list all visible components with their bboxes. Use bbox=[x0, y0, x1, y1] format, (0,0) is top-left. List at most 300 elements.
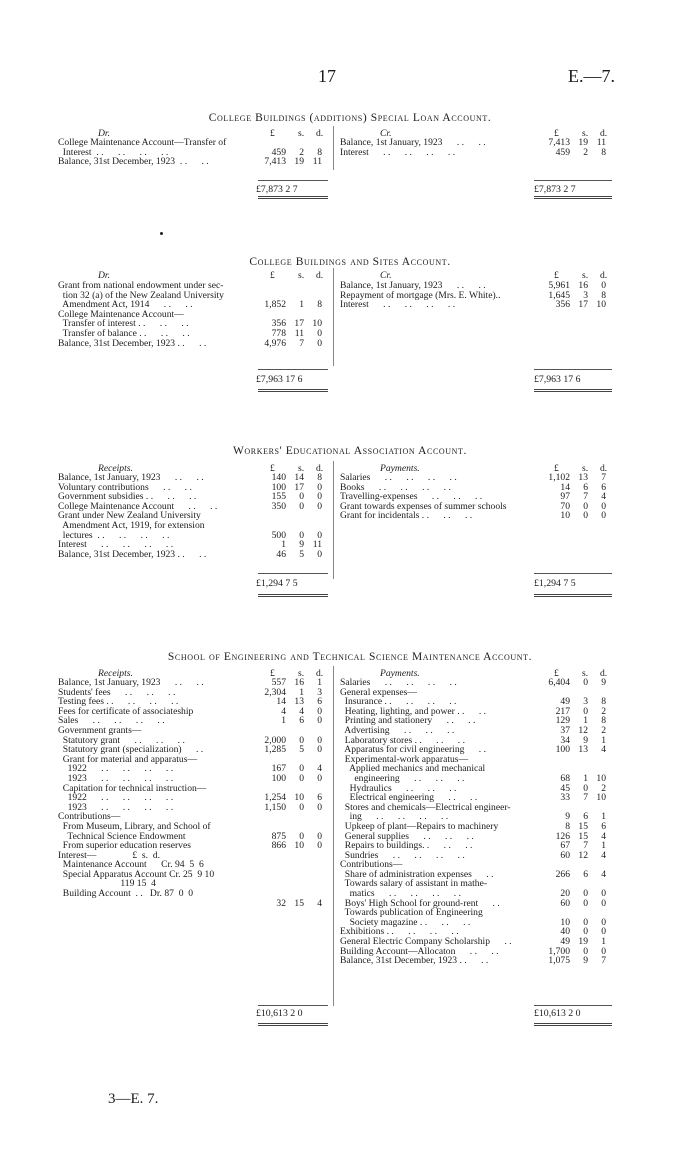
pounds-value: 60 bbox=[560, 849, 570, 861]
ledger-item-text: Balance, 1st January, 1923 . . . . bbox=[340, 137, 486, 148]
total-rule bbox=[258, 369, 328, 370]
ledger-item-text: Interest . . . . . . . . bbox=[340, 146, 456, 158]
left-total: £10,613 2 0 bbox=[256, 1008, 303, 1019]
ledger-item-text: Grant for material and apparatus— bbox=[58, 753, 198, 765]
pounds-value: 1 bbox=[281, 539, 286, 551]
total-rule bbox=[534, 180, 612, 181]
pounds-value: 1,254 bbox=[264, 792, 286, 804]
pence-value: 1 bbox=[601, 936, 606, 948]
pounds-value: 97 bbox=[560, 491, 570, 503]
ledger-item-text: Electrical engineering . . . . bbox=[340, 792, 478, 804]
shillings-value: 12 bbox=[578, 724, 588, 736]
pence-value: 8 bbox=[317, 299, 322, 311]
ledger-item-text: Stores and chemicals—Electrical engineer- bbox=[340, 801, 511, 813]
ledger-item-text: 1923 . . . . . . . . bbox=[58, 772, 174, 784]
pound-column-header: £ bbox=[554, 463, 559, 474]
ledger-item-text: Balance, 1st January, 1923 . . . . bbox=[340, 280, 486, 291]
ledger-item-text: Advertising . . . . . . bbox=[340, 724, 455, 736]
pounds-value: 37 bbox=[560, 724, 570, 736]
pounds-value: 8 bbox=[565, 820, 570, 832]
ledger-item-text: 1923 . . . . . . . . bbox=[58, 801, 174, 813]
ledger-item-text: Grant towards expenses of summer schools bbox=[340, 500, 507, 512]
pence-value: 0 bbox=[317, 801, 322, 813]
pounds-value: 70 bbox=[560, 500, 570, 512]
ledger-item-text: Salaries . . . . . . . . bbox=[340, 472, 457, 483]
shillings-value: 9 bbox=[583, 955, 588, 967]
pounds-value: 14 bbox=[560, 481, 570, 493]
column-divider bbox=[333, 126, 334, 170]
pound-column-header: £ bbox=[270, 270, 275, 281]
account-title: Workers' Educational Association Account. bbox=[232, 445, 468, 457]
shillings-value: 19 bbox=[578, 137, 588, 148]
ledger-item-text: Contributions— bbox=[58, 811, 121, 823]
ledger-item-text: Balance, 1st January, 1923 . . . . bbox=[58, 472, 204, 483]
shilling-column-header: s. bbox=[582, 270, 589, 281]
ledger-item-text: Printing and stationery . . . . bbox=[340, 715, 476, 727]
ledger-item-text: Towards publication of Engineering bbox=[340, 907, 483, 919]
pence-column-header: d. bbox=[316, 128, 324, 139]
ledger-item-text: 1922 . . . . . . . . bbox=[58, 792, 174, 804]
column-divider bbox=[333, 268, 334, 366]
shillings-value: 7 bbox=[583, 792, 588, 804]
pence-value: 1 bbox=[317, 677, 322, 688]
shillings-value: 13 bbox=[578, 744, 588, 756]
left-side-header: Receipts. bbox=[98, 668, 133, 679]
ledger-item-text: Grant from national endowment under sec- bbox=[58, 280, 224, 291]
pence-column-header: d. bbox=[316, 668, 324, 679]
left-side-header: Dr. bbox=[98, 270, 110, 281]
shilling-column-header: s. bbox=[298, 463, 305, 474]
pounds-value: 350 bbox=[271, 500, 286, 512]
pence-value: 6 bbox=[317, 696, 322, 708]
pounds-value: 7,413 bbox=[548, 137, 570, 148]
shillings-value: 0 bbox=[299, 491, 304, 503]
ledger-item-text: engineering . . . . . . bbox=[340, 772, 465, 784]
shillings-value: 0 bbox=[583, 945, 588, 957]
shillings-value: 4 bbox=[299, 705, 304, 717]
shillings-value: 14 bbox=[294, 472, 304, 483]
left-account-column bbox=[58, 678, 328, 908]
ledger-row bbox=[340, 148, 612, 158]
pounds-value: 9 bbox=[565, 811, 570, 823]
shillings-value: 13 bbox=[578, 472, 588, 483]
ledger-item-text: 119 15 4 bbox=[58, 878, 156, 890]
shilling-column-header: s. bbox=[298, 128, 305, 139]
ledger-item-text: Balance, 31st December, 1923 . . . . bbox=[58, 548, 207, 560]
pounds-value: 60 bbox=[560, 897, 570, 909]
pence-value: 10 bbox=[596, 299, 606, 311]
ledger-row bbox=[58, 550, 328, 560]
total-rule bbox=[258, 180, 328, 181]
ledger-item-text: matics . . . . . . . . bbox=[340, 888, 461, 900]
total-double-rule bbox=[534, 196, 612, 199]
shillings-value: 0 bbox=[299, 529, 304, 541]
shillings-value: 17 bbox=[294, 481, 304, 493]
pence-column-header: d. bbox=[316, 463, 324, 474]
ledger-item-text: Technical Science Endowment bbox=[58, 830, 186, 842]
ledger-row bbox=[58, 899, 328, 909]
pence-column-header: d. bbox=[600, 463, 608, 474]
shillings-value: 0 bbox=[299, 830, 304, 842]
ledger-row bbox=[340, 956, 612, 966]
ledger-item-text: General Electric Company Scholarship . . bbox=[340, 936, 512, 948]
ledger-item-text: College Maintenance Account . . . . bbox=[58, 500, 218, 512]
right-side-header: Payments. bbox=[380, 463, 420, 474]
pence-value: 0 bbox=[601, 510, 606, 522]
ledger-item-text: General supplies . . . . . . bbox=[340, 830, 474, 842]
total-double-rule bbox=[258, 389, 328, 392]
right-total: £7,963 17 6 bbox=[534, 374, 581, 385]
ledger-row bbox=[340, 300, 612, 310]
pound-column-header: £ bbox=[270, 128, 275, 139]
pence-column-header: d. bbox=[600, 270, 608, 281]
pounds-value: 266 bbox=[555, 868, 570, 880]
ledger-item-text: From superior education reserves bbox=[58, 840, 191, 852]
ledger-item-text: Laboratory stores . . . . . . bbox=[340, 734, 465, 746]
pounds-value: 10 bbox=[560, 510, 570, 522]
shillings-value: 2 bbox=[583, 146, 588, 158]
pounds-value: 7,413 bbox=[264, 156, 286, 168]
shillings-value: 15 bbox=[578, 830, 588, 842]
shilling-column-header: s. bbox=[582, 668, 589, 679]
pounds-value: 500 bbox=[271, 529, 286, 541]
page-footer: 3—E. 7. bbox=[108, 1091, 159, 1107]
shillings-value: 6 bbox=[299, 715, 304, 727]
right-side-header: Cr. bbox=[380, 270, 392, 281]
pence-value: 10 bbox=[596, 772, 606, 784]
shillings-value: 15 bbox=[578, 820, 588, 832]
account-title: School of Engineering and Technical Science Maintenance Account. bbox=[167, 651, 533, 663]
right-total: £10,613 2 0 bbox=[534, 1008, 581, 1019]
right-account-column bbox=[340, 138, 612, 157]
pounds-value: 1,102 bbox=[548, 472, 570, 483]
pounds-value: 100 bbox=[271, 772, 286, 784]
shillings-value: 0 bbox=[583, 916, 588, 928]
shillings-value: 10 bbox=[294, 792, 304, 804]
shillings-value: 0 bbox=[299, 500, 304, 512]
column-divider bbox=[333, 461, 334, 579]
ledger-item-text: Towards salary of assistant in mathe- bbox=[340, 878, 488, 890]
column-divider bbox=[333, 666, 334, 1006]
shilling-column-header: s. bbox=[298, 270, 305, 281]
total-double-rule bbox=[534, 594, 612, 597]
ledger-item-text: Government subsidies . . . . . . bbox=[58, 491, 197, 503]
shillings-value: 0 bbox=[583, 677, 588, 688]
right-account-column bbox=[340, 281, 612, 310]
shillings-value: 0 bbox=[583, 500, 588, 512]
right-account-column bbox=[340, 678, 612, 966]
shillings-value: 15 bbox=[294, 897, 304, 909]
ledger-item-text: Capitation for technical instruction— bbox=[58, 782, 207, 794]
pounds-value: 217 bbox=[555, 705, 570, 717]
shillings-value: 7 bbox=[583, 491, 588, 503]
pounds-value: 1 bbox=[281, 715, 286, 727]
shillings-value: 17 bbox=[578, 299, 588, 311]
pence-value: 0 bbox=[317, 830, 322, 842]
ledger-item-text: Interest— £ s. d. bbox=[58, 849, 161, 861]
left-side-header: Dr. bbox=[98, 128, 110, 139]
ledger-item-text: Voluntary contributions . . . . bbox=[58, 481, 192, 493]
account-title: College Buildings (additions) Special Loan Account. bbox=[208, 112, 492, 124]
pound-column-header: £ bbox=[554, 128, 559, 139]
pounds-value: 2,000 bbox=[264, 734, 286, 746]
left-side-header: Receipts. bbox=[98, 463, 133, 474]
ledger-item-text: Applied mechanics and mechanical bbox=[340, 763, 486, 775]
ledger-item-text: College Maintenance Account—Transfer of bbox=[58, 137, 227, 148]
pounds-value: 2,304 bbox=[264, 686, 286, 698]
document-reference: E.—7. bbox=[568, 66, 615, 86]
pounds-value: 100 bbox=[555, 744, 570, 756]
ledger-item-text: Students' fees . . . . . . bbox=[58, 686, 176, 698]
pence-value: 1 bbox=[601, 840, 606, 852]
shillings-value: 0 bbox=[583, 705, 588, 717]
pounds-value: 49 bbox=[560, 696, 570, 708]
pence-value: 7 bbox=[601, 472, 606, 483]
shillings-value: 7 bbox=[299, 337, 304, 349]
shillings-value: 1 bbox=[299, 299, 304, 311]
pounds-value: 40 bbox=[560, 926, 570, 938]
left-account-column bbox=[58, 281, 328, 348]
ledger-row bbox=[340, 511, 612, 521]
shillings-value: 2 bbox=[299, 146, 304, 158]
shilling-column-header: s. bbox=[582, 463, 589, 474]
pence-value: 1 bbox=[601, 734, 606, 746]
ledger-item-text: Exhibitions . . . . . . . . bbox=[340, 926, 459, 938]
right-side-header: Payments. bbox=[380, 668, 420, 679]
pounds-value: 167 bbox=[271, 763, 286, 775]
pence-value: 11 bbox=[312, 156, 322, 168]
shillings-value: 19 bbox=[294, 156, 304, 168]
shillings-value: 12 bbox=[578, 849, 588, 861]
pence-value: 6 bbox=[601, 820, 606, 832]
pence-value: 10 bbox=[596, 792, 606, 804]
shillings-value: 19 bbox=[578, 936, 588, 948]
ledger-item-text: Insurance . . . . . . . . bbox=[340, 696, 457, 708]
ink-speck bbox=[160, 232, 163, 235]
ledger-item-text: Transfer of balance . . . . . . bbox=[58, 327, 190, 339]
ledger-item-text: Sundries . . . . . . . . bbox=[340, 849, 465, 861]
ledger-row bbox=[58, 339, 328, 349]
pence-value: 11 bbox=[596, 137, 606, 148]
pounds-value: 866 bbox=[271, 840, 286, 852]
pound-column-header: £ bbox=[270, 668, 275, 679]
pounds-value: 778 bbox=[271, 327, 286, 339]
pence-value: 0 bbox=[317, 840, 322, 852]
shillings-value: 17 bbox=[294, 318, 304, 330]
right-side-header: Cr. bbox=[380, 128, 392, 139]
pounds-value: 140 bbox=[271, 472, 286, 483]
shillings-value: 0 bbox=[299, 772, 304, 784]
ledger-item-text: Government grants— bbox=[58, 724, 142, 736]
ledger-item-text: General expenses— bbox=[340, 686, 417, 698]
total-rule bbox=[258, 573, 328, 574]
pence-value: 8 bbox=[601, 289, 606, 301]
ledger-item-text: Hydraulics . . . . . . bbox=[340, 782, 457, 794]
ledger-item-text: Salaries . . . . . . . . bbox=[340, 677, 457, 688]
shillings-value: 0 bbox=[583, 926, 588, 938]
pence-value: 2 bbox=[601, 724, 606, 736]
pence-value: 0 bbox=[601, 897, 606, 909]
pence-value: 3 bbox=[317, 686, 322, 698]
ledger-item-text: Society magazine . . . . . . bbox=[340, 916, 471, 928]
pence-value: 4 bbox=[317, 763, 322, 775]
pence-value: 6 bbox=[317, 792, 322, 804]
pence-value: 0 bbox=[317, 734, 322, 746]
pound-column-header: £ bbox=[554, 668, 559, 679]
ledger-item-text: Testing fees . . . . . . . . bbox=[58, 696, 179, 708]
shillings-value: 10 bbox=[294, 840, 304, 852]
pounds-value: 459 bbox=[271, 146, 286, 158]
ledger-item-text: ing . . . . . . . . bbox=[340, 811, 449, 823]
pounds-value: 6,404 bbox=[548, 677, 570, 688]
ledger-item-text: Fees for certificate of associateship bbox=[58, 705, 194, 717]
pence-value: 4 bbox=[317, 897, 322, 909]
pence-value: 8 bbox=[601, 696, 606, 708]
ledger-item-text: Building Account—Allocaton . . . . bbox=[340, 945, 499, 957]
right-total: £1,294 7 5 bbox=[534, 578, 576, 589]
pence-value: 0 bbox=[317, 548, 322, 560]
pence-value: 2 bbox=[601, 705, 606, 717]
pence-value: 0 bbox=[601, 280, 606, 291]
pounds-value: 14 bbox=[276, 696, 286, 708]
shillings-value: 0 bbox=[299, 801, 304, 813]
pounds-value: 356 bbox=[271, 318, 286, 330]
shillings-value: 5 bbox=[299, 548, 304, 560]
total-rule bbox=[258, 1005, 328, 1006]
pounds-value: 46 bbox=[276, 548, 286, 560]
shillings-value: 6 bbox=[583, 811, 588, 823]
pence-value: 0 bbox=[317, 481, 322, 493]
total-double-rule bbox=[258, 196, 328, 199]
pence-value: 1 bbox=[601, 811, 606, 823]
shillings-value: 16 bbox=[294, 677, 304, 688]
shillings-value: 0 bbox=[583, 888, 588, 900]
page-number: 17 bbox=[318, 66, 336, 86]
pence-value: 11 bbox=[312, 539, 322, 551]
pounds-value: 459 bbox=[555, 146, 570, 158]
ledger-item-text: Share of administration expenses . . bbox=[340, 868, 494, 880]
right-account-column bbox=[340, 473, 612, 521]
total-rule bbox=[534, 573, 612, 574]
pounds-value: 68 bbox=[560, 772, 570, 784]
shilling-column-header: s. bbox=[582, 128, 589, 139]
pence-value: 8 bbox=[317, 146, 322, 158]
pence-value: 6 bbox=[601, 481, 606, 493]
pound-column-header: £ bbox=[554, 270, 559, 281]
shillings-value: 3 bbox=[583, 289, 588, 301]
pound-column-header: £ bbox=[270, 463, 275, 474]
pence-value: 0 bbox=[601, 888, 606, 900]
shillings-value: 3 bbox=[583, 696, 588, 708]
shillings-value: 0 bbox=[299, 734, 304, 746]
pence-column-header: d. bbox=[600, 128, 608, 139]
ledger-row bbox=[58, 889, 328, 899]
pounds-value: 129 bbox=[555, 715, 570, 727]
ledger-item-text: Upkeep of plant—Repairs to machinery bbox=[340, 820, 499, 832]
ledger-item-text: Building Account . . Dr. 87 0 0 bbox=[58, 888, 194, 900]
pounds-value: 126 bbox=[555, 830, 570, 842]
pence-column-header: d. bbox=[600, 668, 608, 679]
pounds-value: 875 bbox=[271, 830, 286, 842]
ledger-item-text: Balance, 31st December, 1923 . . . . bbox=[58, 337, 207, 349]
pounds-value: 5,961 bbox=[548, 280, 570, 291]
pounds-value: 1,645 bbox=[548, 289, 570, 301]
pence-value: 0 bbox=[317, 529, 322, 541]
pence-value: 8 bbox=[601, 715, 606, 727]
ledger-item-text: From Museum, Library, and School of bbox=[58, 820, 211, 832]
pence-value: 4 bbox=[601, 744, 606, 756]
ledger-item-text: College Maintenance Account— bbox=[58, 308, 184, 320]
shilling-column-header: s. bbox=[298, 668, 305, 679]
pounds-value: 155 bbox=[271, 491, 286, 503]
ledger-item-text: Amendment Act, 1919, for extension bbox=[58, 519, 205, 531]
shillings-value: 16 bbox=[578, 280, 588, 291]
account-title: College Buildings and Sites Account. bbox=[249, 256, 451, 268]
shillings-value: 11 bbox=[294, 327, 304, 339]
pence-value: 4 bbox=[601, 491, 606, 503]
ledger-item-text: Maintenance Account Cr. 94 5 6 bbox=[58, 859, 204, 871]
left-total: £7,963 17 6 bbox=[256, 374, 303, 385]
pence-value: 0 bbox=[601, 926, 606, 938]
ledger-item-text: Interest . . . . . . . . bbox=[58, 539, 174, 551]
pounds-value: 20 bbox=[560, 888, 570, 900]
shillings-value: 0 bbox=[583, 782, 588, 794]
ledger-item-text: Books . . . . . . . . bbox=[340, 481, 451, 493]
total-double-rule bbox=[258, 1023, 328, 1026]
pounds-value: 32 bbox=[276, 897, 286, 909]
pence-value: 0 bbox=[601, 916, 606, 928]
total-rule bbox=[534, 1005, 612, 1006]
ledger-item-text: tion 32 (a) of the New Zealand University bbox=[58, 289, 224, 301]
total-double-rule bbox=[534, 1023, 612, 1026]
ledger-item-text: Grant under New Zealand University bbox=[58, 510, 201, 522]
ledger-item-text: Interest . . . . . . . . bbox=[58, 146, 169, 158]
pence-value: 0 bbox=[601, 500, 606, 512]
pence-value: 10 bbox=[312, 318, 322, 330]
ledger-item-text: Transfer of interest . . . . . . bbox=[58, 318, 189, 330]
ledger-item-text: 1922 . . . . . . . . bbox=[58, 763, 174, 775]
pounds-value: 557 bbox=[271, 677, 286, 688]
total-double-rule bbox=[534, 389, 612, 392]
ledger-item-text: Balance, 31st December, 1923 . . . . bbox=[58, 156, 209, 168]
pence-value: 0 bbox=[317, 337, 322, 349]
pence-value: 0 bbox=[317, 744, 322, 756]
pence-value: 9 bbox=[601, 677, 606, 688]
pence-value: 0 bbox=[317, 705, 322, 717]
ledger-item-text: Grant for incidentals . . . . . . bbox=[340, 510, 473, 522]
pounds-value: 34 bbox=[560, 734, 570, 746]
ledger-item-text: Apparatus for civil engineering . . bbox=[340, 744, 486, 756]
total-double-rule bbox=[258, 594, 328, 597]
left-total: £7,873 2 7 bbox=[256, 184, 298, 195]
ledger-item-text: Heating, lighting, and power . . . . bbox=[340, 705, 487, 717]
ledger-row bbox=[58, 157, 328, 167]
pounds-value: 1,700 bbox=[548, 945, 570, 957]
right-total: £7,873 2 7 bbox=[534, 184, 576, 195]
ledger-item-text: Balance, 31st December, 1923 . . . . bbox=[340, 955, 489, 967]
pounds-value: 4,976 bbox=[264, 337, 286, 349]
ledger-item-text: Repayment of mortgage (Mrs. E. White).. bbox=[340, 289, 501, 301]
shillings-value: 13 bbox=[294, 696, 304, 708]
ledger-item-text: Contributions— bbox=[340, 859, 403, 871]
shillings-value: 6 bbox=[583, 481, 588, 493]
ledger-item-text: Interest . . . . . . . . bbox=[340, 299, 456, 311]
shillings-value: 9 bbox=[299, 539, 304, 551]
ledger-item-text: Travelling-expenses . . . . . . bbox=[340, 491, 483, 503]
pounds-value: 100 bbox=[271, 481, 286, 493]
pence-value: 4 bbox=[601, 849, 606, 861]
pence-value: 0 bbox=[317, 772, 322, 784]
